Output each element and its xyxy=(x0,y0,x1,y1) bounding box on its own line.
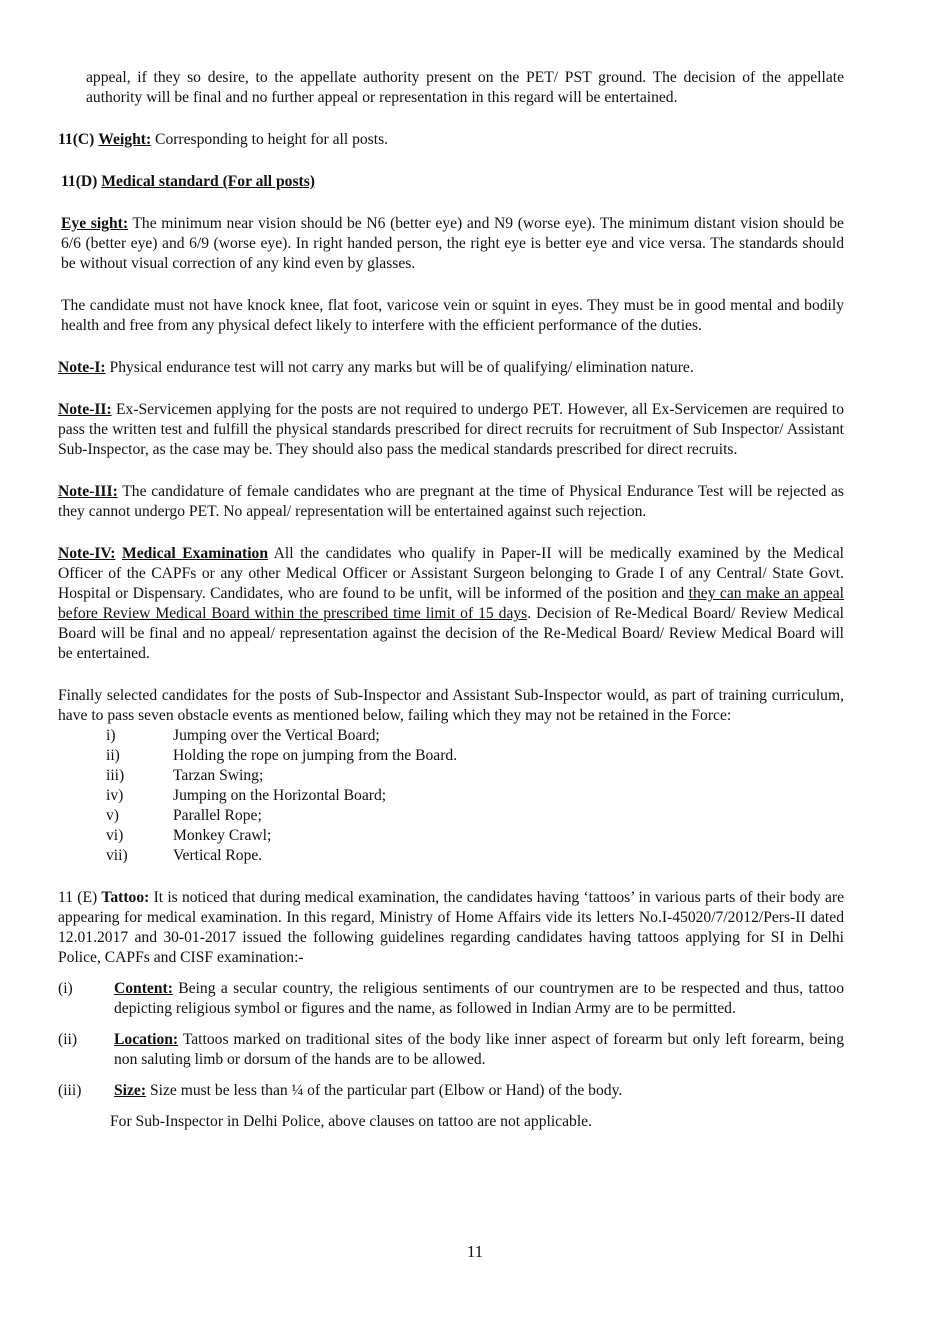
list-item xyxy=(106,766,844,786)
list-item xyxy=(106,846,844,866)
list-item xyxy=(106,826,844,846)
list-item-number: i) xyxy=(106,727,116,744)
clause-text: Size must be less than ¼ of the particular part (Elbow or Hand) of the body. xyxy=(146,1082,623,1099)
clause-title: Size: xyxy=(114,1082,147,1099)
note-2-text: Ex-Servicemen applying for the posts are not required to undergo PET. However, all Ex-Servicemen are required to pass the written test and fulfill the physical standards prescribed for direct recruits for recruitment of Sub Inspector/ Assistant Sub-Inspector, as the case may be. They should also pass the medical standards prescribed for direct recruits. xyxy=(58,401,844,458)
note-1-title: Note-I: xyxy=(58,359,106,376)
list-item-number: ii) xyxy=(106,747,120,764)
note-3 xyxy=(58,482,844,522)
medical-label: 11(D) xyxy=(61,173,98,190)
note-4-text-2: . Decision of Re-Medical Board/ Review Medical Board will be final and no appeal/ representation against the decision of the Re-Medical Board/ Review Medical Board will be entertained. xyxy=(58,605,844,662)
eyesight-title: Eye sight: xyxy=(61,215,129,232)
candidate-paragraph: The candidate must not have knock knee, flat foot, varicose vein or squint in eyes. They must be in good mental and bodily health and free from any physical defect likely to interfere with the efficient performance of the duties. xyxy=(61,297,844,334)
note-2-title: Note-II: xyxy=(58,401,112,418)
list-item-text: Tarzan Swing; xyxy=(173,767,264,784)
delhi-police-note: For Sub-Inspector in Delhi Police, above clauses on tattoo are not applicable. xyxy=(110,1113,592,1130)
note-1-text: Physical endurance test will not carry any marks but will be of qualifying/ elimination nature. xyxy=(105,359,694,376)
clause-text: Being a secular country, the religious sentiments of our countrymen are to be respected and thus, tattoo depicting religious symbol or figures and the name, as followed in Indian Army are to be permitted. xyxy=(114,980,844,1017)
list-item-text: Monkey Crawl; xyxy=(173,827,272,844)
list-item xyxy=(106,726,844,746)
note-4-title: Note-IV: xyxy=(58,545,116,562)
list-item-text: Vertical Rope. xyxy=(173,847,263,864)
list-item xyxy=(106,786,844,806)
list-item-text: Holding the rope on jumping from the Board. xyxy=(173,747,458,764)
list-item-number: iii) xyxy=(106,767,125,784)
list-item-text: Jumping over the Vertical Board; xyxy=(173,727,380,744)
note-4 xyxy=(58,544,844,664)
weight-section xyxy=(58,130,844,150)
clause-number: (i) xyxy=(58,980,73,997)
note-2 xyxy=(58,400,844,460)
tattoo-title: Tattoo: xyxy=(101,889,150,906)
weight-text: Corresponding to height for all posts. xyxy=(151,131,389,148)
tattoo-clause-content xyxy=(58,979,844,1019)
list-item-number: v) xyxy=(106,807,119,824)
tattoo-section xyxy=(58,888,844,968)
note-3-text: The candidature of female candidates who are pregnant at the time of Physical Endurance Test will be rejected as they cannot undergo PET. No appeal/ representation will be entertained against such rejection. xyxy=(58,483,844,520)
medical-standard-heading xyxy=(58,172,844,192)
page-number: 11 xyxy=(466,1242,484,1261)
clause-number: (ii) xyxy=(58,1031,78,1048)
tattoo-clause-location xyxy=(58,1030,844,1070)
clause-body xyxy=(114,979,844,1019)
clause-number: (iii) xyxy=(58,1082,82,1099)
tattoo-label: 11 (E) xyxy=(58,889,102,906)
note-4-underlined: they can make an appeal before Review Medical Board within the prescribed time limit of 15 days xyxy=(58,585,844,622)
weight-title: Weight: xyxy=(98,131,152,148)
note-3-title: Note-III: xyxy=(58,483,118,500)
list-item-text: Parallel Rope; xyxy=(173,807,262,824)
list-item-number: iv) xyxy=(106,787,124,804)
clause-title: Location: xyxy=(114,1031,179,1048)
eyesight-paragraph xyxy=(58,214,844,274)
list-item-text: Jumping on the Horizontal Board; xyxy=(173,787,387,804)
list-item-number: vii) xyxy=(106,847,128,864)
clause-text: Tattoos marked on traditional sites of the body like inner aspect of forearm but only left forearm, being non saluting limb or dorsum of the hands are to be allowed. xyxy=(114,1031,844,1068)
medical-title: Medical standard (For all posts) xyxy=(101,173,315,190)
note-4-subtitle: Medical Examination xyxy=(122,545,268,562)
document-page xyxy=(58,68,844,1132)
obstacle-list xyxy=(106,726,844,866)
note-4-text-1: All the candidates who qualify in Paper-II will be medically examined by the Medical Officer of the CAPFs or any other Medical Officer or Assistant Surgeon belonging to Grade I of any Central/ State Govt. Hospital or Dispensary. Candidates, who are found to be unfit, will be informed of the position and xyxy=(58,545,844,602)
note-1 xyxy=(58,358,844,378)
clause-body xyxy=(114,1081,844,1101)
eyesight-text: The minimum near vision should be N6 (better eye) and N9 (worse eye). The minimum distant vision should be 6/6 (better eye) and 6/9 (worse eye). In right handed person, the right eye is better eye and vice versa. The standards should be without visual correction of any kind even by glasses. xyxy=(61,215,844,272)
final-paragraph: Finally selected candidates for the posts of Sub-Inspector and Assistant Sub-Inspector would, as part of training curriculum, have to pass seven obstacle events as mentioned below, failing which they may not be retained in the Force: xyxy=(58,687,844,724)
list-item xyxy=(106,806,844,826)
clause-body xyxy=(114,1030,844,1070)
list-item-number: vi) xyxy=(106,827,124,844)
intro-paragraph: appeal, if they so desire, to the appellate authority present on the PET/ PST ground. The decision of the appellate authority will be final and no further appeal or representation in this regard will be entertained. xyxy=(86,69,844,106)
list-item xyxy=(106,746,844,766)
tattoo-clause-size xyxy=(58,1081,844,1101)
weight-label: 11(C) xyxy=(58,131,95,148)
clause-title: Content: xyxy=(114,980,173,997)
tattoo-text: It is noticed that during medical examination, the candidates having ‘tattoos’ in various parts of their body are appearing for medical examination. In this regard, Ministry of Home Affairs vide its letters No.I-45020/7/2012/Pers-II dated 12.01.2017 and 30-01-2017 issued the following guidelines regarding candidates having tattoos applying for SI in Delhi Police, CAPFs and CISF examination:- xyxy=(58,889,844,966)
